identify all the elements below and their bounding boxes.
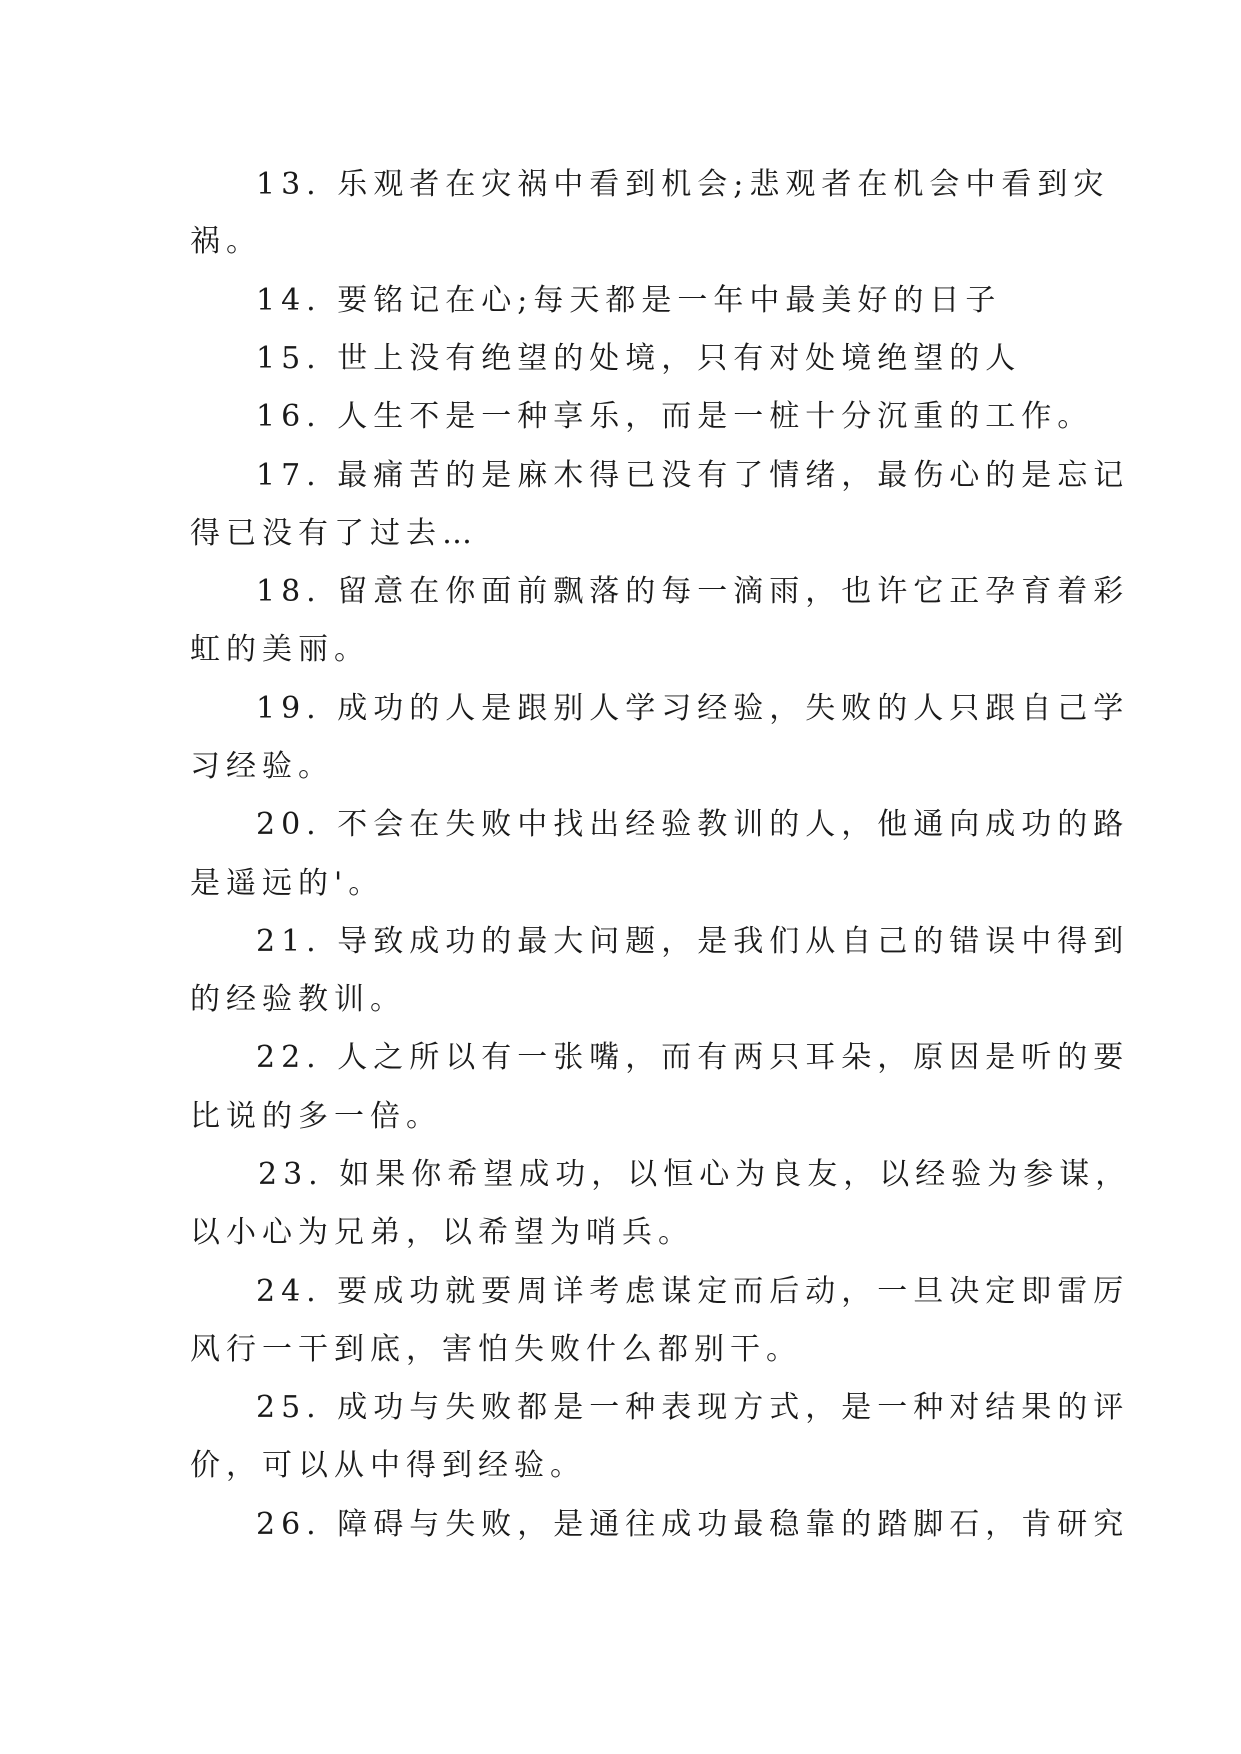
text-line: 风行一干到底，害怕失败什么都别干。: [190, 1332, 802, 1367]
text-line: 16. 人生不是一种享乐，而是一桩十分沉重的工作。: [256, 399, 1094, 434]
text-line: 15. 世上没有绝望的处境，只有对处境绝望的人: [256, 341, 1022, 376]
text-line: 24. 要成功就要周详考虑谋定而后动，一旦决定即雷厉: [256, 1274, 1130, 1309]
text-line: 以小心为兄弟，以希望为哨兵。: [190, 1215, 694, 1250]
text-line: 13. 乐观者在灾祸中看到机会;悲观者在机会中看到灾: [256, 167, 1110, 202]
text-line: 23. 如果你希望成功，以恒心为良友，以经验为参谋，: [258, 1157, 1132, 1192]
text-line: 22. 人之所以有一张嘴，而有两只耳朵，原因是听的要: [256, 1040, 1130, 1075]
text-line: 价，可以从中得到经验。: [190, 1448, 586, 1483]
text-line: 20. 不会在失败中找出经验教训的人，他通向成功的路: [256, 807, 1130, 842]
text-line: 的经验教训。: [190, 982, 406, 1017]
text-line: 是遥远的'。: [190, 866, 385, 901]
text-line: 19. 成功的人是跟别人学习经验，失败的人只跟自己学: [256, 691, 1130, 726]
text-line: 17. 最痛苦的是麻木得已没有了情绪，最伤心的是忘记: [256, 458, 1130, 493]
text-line: 18. 留意在你面前飘落的每一滴雨，也许它正孕育着彩: [256, 574, 1130, 609]
text-line: 14. 要铭记在心;每天都是一年中最美好的日子: [256, 283, 1002, 318]
text-line: 21. 导致成功的最大问题，是我们从自己的错误中得到: [256, 924, 1130, 959]
text-line: 祸。: [190, 224, 262, 259]
text-line: 得已没有了过去…: [190, 516, 478, 551]
text-line: 虹的美丽。: [190, 632, 370, 667]
text-line: 习经验。: [190, 749, 334, 784]
text-line: 25. 成功与失败都是一种表现方式，是一种对结果的评: [256, 1390, 1130, 1425]
text-line: 26. 障碍与失败，是通往成功最稳靠的踏脚石，肯研究: [256, 1507, 1130, 1542]
text-line: 比说的多一倍。: [190, 1099, 442, 1134]
